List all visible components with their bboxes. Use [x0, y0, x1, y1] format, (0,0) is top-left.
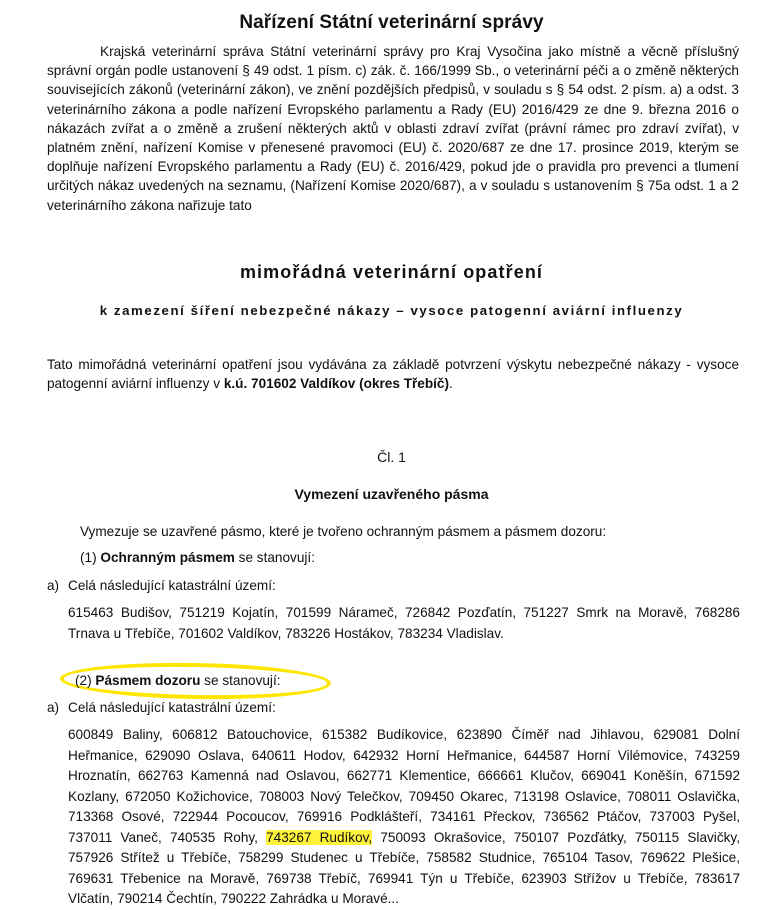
section1-bold: Ochranným pásmem	[100, 550, 235, 565]
section1-areas: 615463 Budišov, 751219 Kojatín, 701599 Náramеč, 726842 Pozďatín, 751227 Smrk na Moravě, 768286 Trnava u Třebíče, 701602 Valdíkov, 783226 Hostákov, 783234 Vladislav.	[68, 605, 740, 641]
section2-areas-after: 750093 Okrašovice, 750107 Pozďátky, 750115 Slavičky, 757926 Střítež u Třebíče, 758299 Studenec u Třebíče, 758582 Studnice, 765104 Tasov, 769622 Plešice, 769631 Třebenice na Moravě, 769738 Třebíč, 769941 Týn u Třebíče, 623903 Střížov u Třebíče, 783617 Vlčatín, 790214 Čechtín, 790222 Zahrádka u Moravé...	[68, 829, 740, 906]
intro-paragraph	[47, 42, 739, 215]
section1-item-letter: a)	[47, 578, 60, 593]
section2-number: (2)	[75, 673, 92, 688]
validity-note	[47, 355, 739, 393]
document-title: Nařízení Státní veterinární správy	[239, 12, 544, 33]
highlighted-area: 743267 Rudíkov,	[266, 829, 373, 845]
note-text: Tato mimořádná veterinární opatření jsou vydávána za základě potvrzení výskytu nebezpečné nákazy - vysoce patogenní aviární influenzy v	[47, 357, 739, 392]
intro-text: Krajská veterinární správa Státní veterinární správy pro Kraj Vysočina jako místně a věcně příslušný správní orgán podle ustanovení § 49 odst. 1 písm. c) zák. č. 166/1999 Sb., o veterinární péči a o změně některých souvisejících zákonů (veterinární zákon), ve znění pozdějších předpisů, v souladu s § 54 odst. 2 písm. a) a odst. 3 veterinárního zákona a podle nařízení Evropského parlamentu a Rady (EU) 2016/429 ze dne 9. března 2016 o nákazách zvířat a o změně a zrušení některých aktů v oblasti zdraví zvířat (právní rámec pro zdraví zvířat), v platném znění, nařízení Komise v přenesené pravomoci (EU) č. 2020/687 ze dne 17. prosince 2019, kterým se doplňuje nařízení Evropského parlamentu a Rady (EU) č. 2016/429, pokud jde o pravidla pro prevenci a tlumení určitých nákaz uvedených na seznamu, (Nařízení Komise 2020/687), a v souladu s ustanovením § 75a odst. 1 a 2 veterinárního zákona nařizuje tato	[47, 44, 739, 213]
section2-areas-before: 600849 Baliny, 606812 Batouchovice, 615382 Budíkovice, 623890 Číměř nad Jihlavou, 629081 Dolní Heřmanice, 629090 Oslava, 640611 Hodov, 642932 Horní Heřmanice, 644587 Horní Vilémovice, 743259 Hroznatín, 662763 Kamenná nad Oslavou, 662771 Klementice, 666661 Klučov, 669041 Koněšín, 671592 Kozlany, 672050 Kožichovice, 708003 Nový Telečkov, 709450 Okarec, 713198 Oslavice, 708011 Oslavička, 713368 Osové, 722944 Pocoucov, 769916 Podklášteří, 734161 Přeckov, 736562 Ptáčov, 737003 Pyšel, 737011 Vaneč, 740535 Rohy,	[68, 727, 740, 845]
article-number: Čl. 1	[377, 449, 406, 465]
measures-heading: mimořádná veterinární opatření	[239, 262, 544, 282]
section2-areas	[68, 725, 740, 910]
note-end: .	[449, 376, 453, 392]
section1-number: (1)	[80, 550, 97, 565]
section2-item-text: Celá následující katastrální území:	[68, 700, 276, 715]
article-title: Vymezení uzavřeného pásma	[294, 486, 489, 502]
section2-heading	[75, 673, 281, 688]
section2-item-letter: a)	[47, 700, 60, 715]
article-intro: Vymezuje se uzavřené pásmo, které je tvořeno ochranným pásmem a pásmem dozoru:	[80, 524, 607, 539]
measures-subheading: k zamezení šíření nebezpečné nákazy – vysoce patogenní aviární influenzy	[99, 303, 684, 318]
section2-rest: se stanovují:	[200, 673, 281, 688]
section1-heading	[80, 550, 315, 565]
note-location: k.ú. 701602 Valdíkov (okres Třebíč)	[223, 376, 450, 392]
section2-bold: Pásmem dozoru	[95, 673, 201, 688]
section1-rest: se stanovují:	[234, 550, 315, 565]
section1-item-text: Celá následující katastrální území:	[68, 578, 276, 593]
